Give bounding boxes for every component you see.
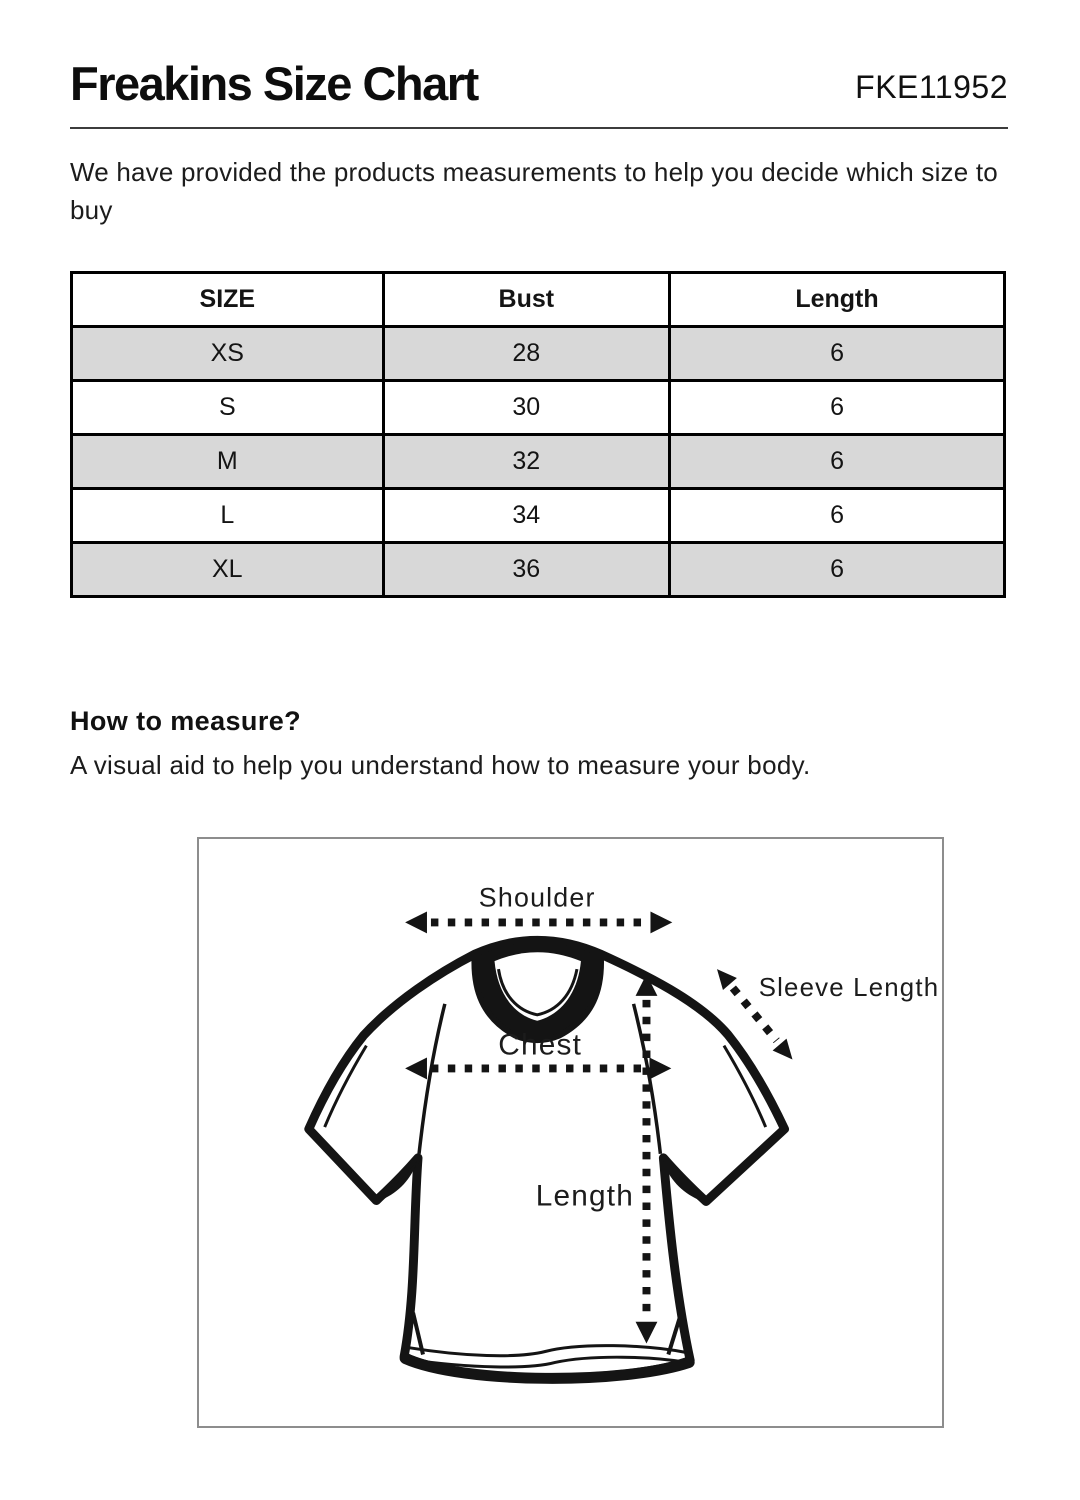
intro-text: We have provided the products measurements to help you decide which size to buy — [70, 156, 998, 225]
size-cell: L — [72, 488, 384, 542]
page-header — [70, 0, 1008, 111]
length-cell: 6 — [670, 326, 1005, 380]
how-to-measure-heading: How to measure? — [70, 705, 302, 736]
length-cell: 6 — [670, 542, 1005, 596]
size-cell: XL — [72, 542, 384, 596]
length-cell: 6 — [670, 434, 1005, 488]
size-table — [70, 271, 1006, 598]
bust-cell: 34 — [383, 488, 669, 542]
bust-cell: 28 — [383, 326, 669, 380]
column-header-bust: Bust — [383, 272, 669, 326]
sleeve-length-label: Sleeve Length — [758, 973, 940, 1002]
size-cell: M — [72, 434, 384, 488]
size-cell: S — [72, 380, 384, 434]
table-row — [72, 380, 1005, 434]
chest-label: Chest — [498, 1028, 583, 1062]
table-row — [72, 326, 1005, 380]
table-row — [72, 434, 1005, 488]
length-label: Length — [535, 1179, 635, 1213]
table-header-row — [72, 272, 1005, 326]
shoulder-arrow — [405, 911, 672, 933]
size-cell: XS — [72, 326, 384, 380]
bust-cell: 36 — [383, 542, 669, 596]
table-row — [72, 488, 1005, 542]
tshirt-outline — [309, 939, 785, 1378]
measurement-diagram — [197, 837, 944, 1428]
page-title: Freakins Size Chart — [70, 57, 478, 110]
header-divider — [70, 127, 1008, 129]
length-cell: 6 — [670, 380, 1005, 434]
product-code: FKE11952 — [855, 68, 1008, 105]
length-cell: 6 — [670, 488, 1005, 542]
column-header-size: SIZE — [72, 272, 384, 326]
column-header-length: Length — [670, 272, 1005, 326]
tshirt-diagram — [199, 839, 942, 1426]
how-to-measure-subtitle: A visual aid to help you understand how to measure your body. — [70, 749, 811, 780]
shoulder-label: Shoulder — [478, 882, 596, 913]
table-row — [72, 542, 1005, 596]
bust-cell: 32 — [383, 434, 669, 488]
bust-cell: 30 — [383, 380, 669, 434]
